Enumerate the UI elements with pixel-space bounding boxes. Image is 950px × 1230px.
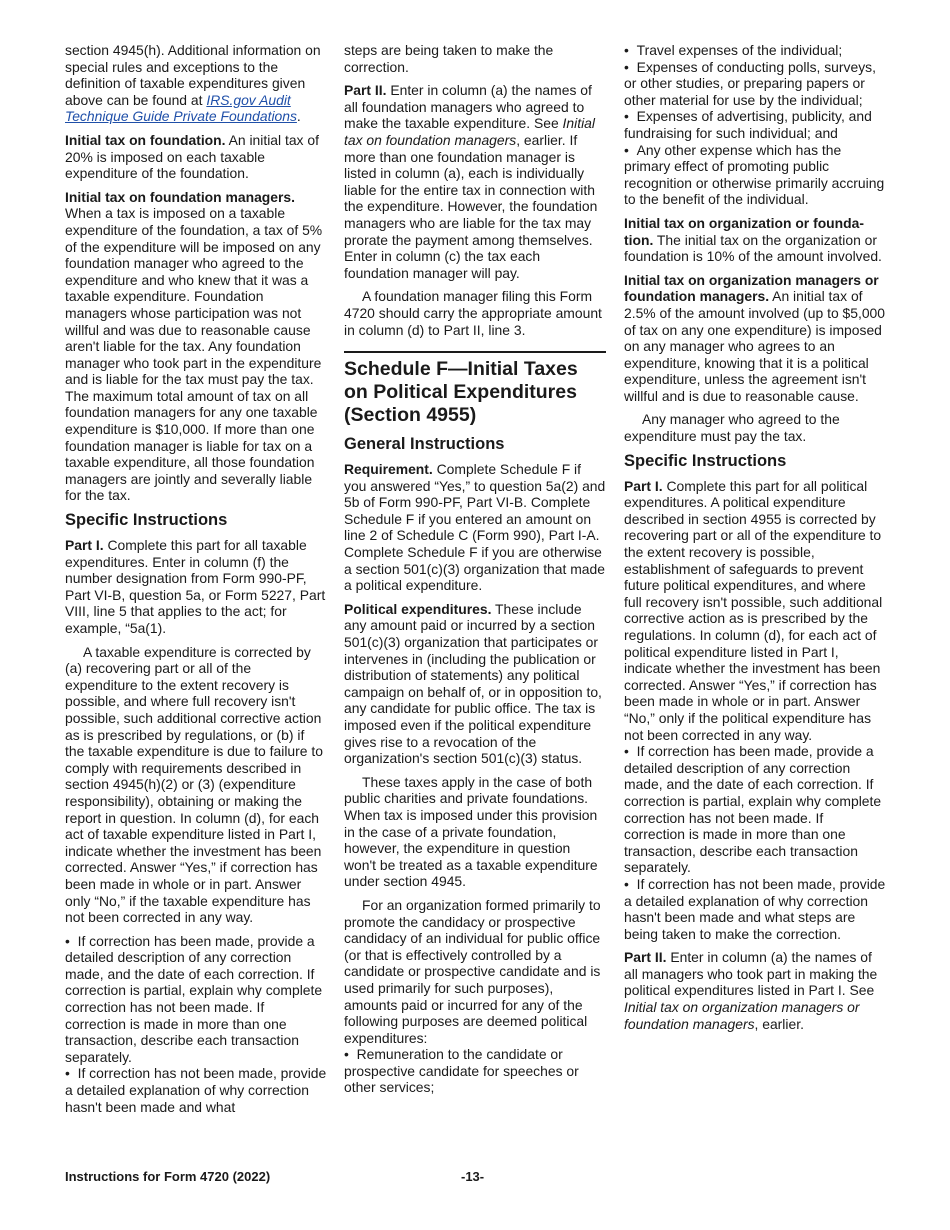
- paragraph: Political expenditures. These include any amount paid or incurred by a section 501(c)(3) organization that participates or intervenes in (including the publication or distribution of statements) any political campaign on behalf of, or in opposition to, any candidate for public office. The tax is imposed even if the political expenditure gives rise to a revocation of the organization's section 501(c)(3) status.: [344, 600, 602, 767]
- column-3: [624, 42, 886, 1039]
- run-in-heading: Requirement.: [344, 461, 433, 478]
- paragraph: Initial tax on organization or founda-tion. The initial tax on the organization or foundation is 10% of the amount involved.: [624, 214, 882, 265]
- list-item: • Remuneration to the candidate or prospective candidate for speeches or other services;: [344, 1046, 606, 1096]
- paragraph: Any manager who agreed to the expenditure must pay the tax.: [624, 411, 840, 445]
- run-in-heading: Part II.: [344, 82, 387, 99]
- paragraph: A taxable expenditure is corrected by (a) recovering part or all of the expenditure to the extent recovery is possible, and where full recovery isn't possible, such additional corrective action as is prescribed by regulations, or (b) if the taxable expenditure is due to failure to comply with requirements described in section 4945(h)(2) or (3) (expenditure responsibility), obtaining or making the report in question. In column (d), for each act of taxable expenditure listed in Part I, indicate whether the investment has been corrected. Answer “Yes,” if correction has been made in whole or in part. Answer only “No,” if the taxable expenditure has not been corrected in any way.: [65, 643, 323, 926]
- paragraph: These taxes apply in the case of both public charities and private foundations. When tax is imposed under this provision in the case of a private foundation, however, the expenditure in question won't be treated as a taxable expenditure under section 4945.: [344, 773, 598, 890]
- run-in-heading: Initial tax on organization managers or foundation managers.: [624, 271, 879, 305]
- paragraph: steps are being taken to make the correction.: [344, 42, 554, 75]
- paragraph: Part I. Complete this part for all taxable expenditures. Enter in column (f) the number designation from Form 990-PF, Part VI-B, question 5a, or Form 5227, Part VIII, line 5 that applies to the act; for example, “5a(1).: [65, 537, 326, 636]
- run-in-heading: Initial tax on foundation managers.: [65, 188, 295, 205]
- column-2: [344, 42, 606, 1096]
- list-item: • Expenses of advertising, publicity, and fundraising for such individual; and: [624, 108, 886, 141]
- paragraph: Initial tax on organization managers or foundation managers. An initial tax of 2.5% of the amount involved (up to $5,000 of tax on any one expenditure) is imposed on any manager who agrees to an expenditure, knowing that it is a political expenditure, unless the agreement isn't willful and is due to reasonable cause.: [624, 271, 886, 404]
- run-in-heading: Initial tax on foundation.: [65, 131, 226, 148]
- list-item: • Expenses of conducting polls, surveys, or other studies, or preparing papers or other material for use by the individual;: [624, 59, 886, 109]
- section-heading: Specific Instructions: [65, 511, 228, 530]
- schedule-title: Schedule F—Initial Taxes on Political Expenditures (Section 4955): [344, 351, 606, 427]
- column-1: [65, 42, 327, 1115]
- paragraph: Part II. Enter in column (a) the names of all managers who took part in making the political expenditures listed in Part I. See Initial tax on organization managers or foundation managers, earlier.: [624, 949, 878, 1032]
- run-in-heading: Political expenditures.: [344, 600, 492, 617]
- list-item: • If correction has not been made, provide a detailed explanation of why correction hasn't been made and what: [65, 1065, 327, 1115]
- paragraph: A foundation manager filing this Form 4720 should carry the appropriate amount in column (d) to Part II, line 3.: [344, 288, 602, 338]
- run-in-heading: Part I.: [624, 477, 663, 494]
- list-item: • If correction has been made, provide a detailed description of any correction made, and the date of each correction. If correction is partial, explain why complete correction has not been made. If correction is made in more than one transaction, describe each transaction separately.: [65, 933, 327, 1066]
- run-in-heading: Initial tax on organization or founda-tion.: [624, 214, 864, 248]
- run-in-heading: Part II.: [624, 949, 667, 966]
- paragraph: Initial tax on foundation managers. When a tax is imposed on a taxable expenditure of the foundation, a tax of 5% of the expenditure will be imposed on any foundation manager who agreed to the expenditure and who knew that it was a taxable expenditure. Foundation managers whose participation was not willful and was due to reasonable cause aren't liable for the tax. Any foundation manager who took part in the expenditure and is liable for the tax must pay the tax. The maximum total amount of tax on all foundation managers for any one taxable expenditure is $10,000. If more than one foundation manager is liable for tax on a taxable expenditure, all those foundation managers are jointly and severally liable for the tax.: [65, 188, 323, 504]
- paragraph: Initial tax on foundation. An initial tax of 20% is imposed on each taxable expenditure of the foundation.: [65, 131, 319, 182]
- paragraph: Part I. Complete this part for all political expenditures. A political expenditure described in section 4955 is corrected by recovering part or all of the expenditure to the extent recovery is possible, establishment of safeguards to prevent future political expenditures, and where full recovery isn't possible, such additional corrective action as is prescribed by the regulations. In column (d), for each act of political expenditure listed in Part I, indicate whether the investment has been corrected. Answer “Yes,” if correction has been made in whole or in part. Answer “No,” only if the political expenditure has not been corrected in any way.: [624, 477, 883, 743]
- irs-audit-guide-link[interactable]: IRS.gov Audit Technique Guide Private Foundations: [65, 91, 297, 125]
- page-number: -13-: [461, 1169, 485, 1184]
- paragraph: For an organization formed primarily to promote the candidacy or prospective candidacy of an individual for public office (or that is effectively controlled by a candidate or prospective candidate and is used primarily for such purposes), amounts paid or incurred for any of the following purposes are deemed political expenditures:: [344, 896, 601, 1046]
- list-item: • Any other expense which has the primary effect of promoting public recognition or otherwise primarily accruing to the benefit of the individual.: [624, 142, 886, 208]
- paragraph: Requirement. Complete Schedule F if you answered “Yes,” to question 5a(2) and 5b of Form 990-PF, Part VI-B. Complete Schedule F if you entered an amount on line 2 of Schedule C (Form 990), Part I-A. Complete Schedule F if you are otherwise a section 501(c)(3) organization that made a political expenditure.: [344, 461, 606, 594]
- list-item: • If correction has been made, provide a detailed description of any correction made, and the date of each correction. If correction is partial, explain why complete correction has not been made. If correction is made in more than one transaction, describe each transaction separately.: [624, 743, 886, 876]
- list-item: • If correction has not been made, provide a detailed explanation of why correction hasn't been made and what steps are being taken to make the correction.: [624, 876, 886, 942]
- list-item: • Travel expenses of the individual;: [624, 42, 886, 59]
- footer-form-title: Instructions for Form 4720 (2022): [65, 1169, 271, 1184]
- section-heading: Specific Instructions: [624, 451, 787, 470]
- paragraph: Part II. Enter in column (a) the names of all foundation managers who agreed to make the taxable expenditure. See Initial tax on foundation managers, earlier. If more than one foundation manager is listed in column (a), each is individually liable for the entire tax in connection with the expenditure. However, the foundation managers who are liable for the tax may prorate the payment among themselves. Enter in column (c) the tax each foundation manager will pay.: [344, 82, 598, 281]
- run-in-heading: Part I.: [65, 537, 104, 554]
- section-heading: General Instructions: [344, 435, 505, 454]
- paragraph: section 4945(h). Additional information on special rules and exceptions to the definition of taxable expenditures given above can be found at IRS.gov Audit Technique Guide Private Foundations.: [65, 42, 321, 125]
